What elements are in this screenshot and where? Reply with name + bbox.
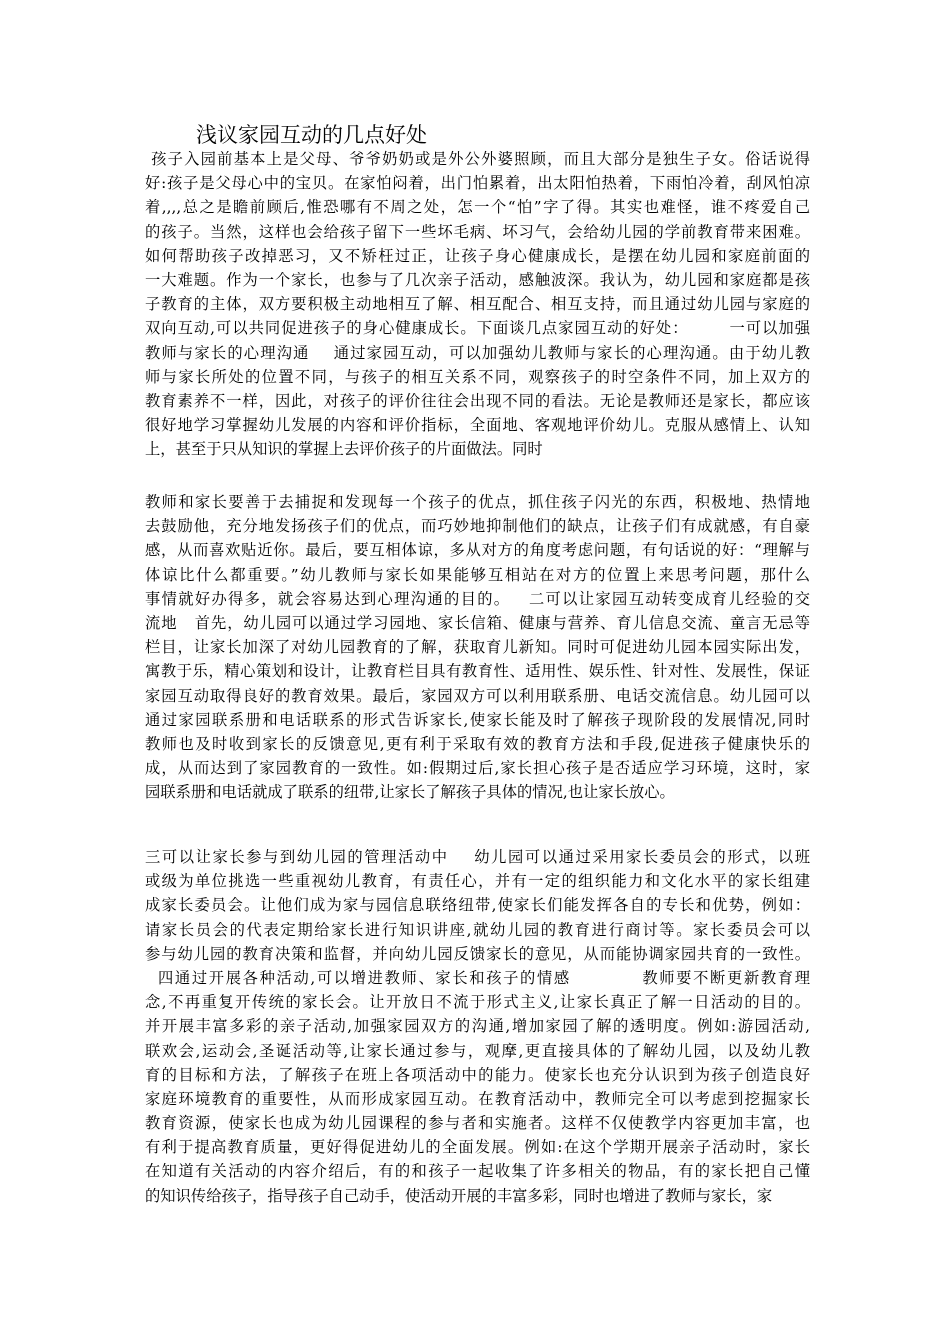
text-line: 师与家长所处的位置不同，与孩子的相互关系不同，观察孩子的时空条件不同，加上双方的 [145, 367, 810, 386]
text-line: 有利于提高教育质量，更好得促进幼儿的全面发展。例如:在这个学期开展亲子活动时，家长 [145, 1138, 810, 1157]
paragraph-1 [145, 147, 810, 461]
text-line: 事情就好办得多，就会容易达到心理沟通的目的。 二可以让家园互动转变成育儿经验的交 [145, 589, 810, 608]
text-line: 教育素养不一样，因此，对孩子的评价往往会出现不同的看法。无论是教师还是家长，都应该 [145, 391, 810, 410]
text-line: 的孩子。当然，这样也会给孩子留下一些坏毛病、坏习气，会给幼儿园的学前教育带来困难。 [145, 222, 810, 241]
text-line: 园联系册和电话就成了联系的纽带,让家长了解孩子具体的情况,也让家长放心。 [145, 783, 675, 802]
text-line: 在知道有关活动的内容介绍后，有的和孩子一起收集了许多相关的物品，有的家长把自己懂 [145, 1162, 810, 1181]
text-line: 联欢会,运动会,圣诞活动等,让家长通过参与，观摩,更直接具体的了解幼儿园，以及幼儿教 [145, 1041, 810, 1060]
text-line: 如何帮助孩子改掉恶习，又不矫枉过正，让孩子身心健康成长，是摆在幼儿园和家庭前面的 [145, 246, 810, 265]
text-line: 育的目标和方法，了解孩子在班上各项活动中的能力。使家长也充分认识到为孩子创造良好 [145, 1065, 810, 1084]
text-line: 去鼓励他，充分地发扬孩子们的优点，而巧妙地抑制他们的缺点，让孩子们有成就感，有自豪 [145, 517, 810, 536]
text-line: 双向互动,可以共同促进孩子的身心健康成长。下面谈几点家园互动的好处： 一可以加强 [145, 319, 810, 338]
text-line: 请家长员会的代表定期给家长进行知识讲座,就幼儿园的教育进行商讨等。家长委员会可以 [145, 920, 810, 939]
text-line: 一大难题。作为一个家长，也参与了几次亲子活动，感触波深。我认为，幼儿园和家庭都是孩 [145, 270, 810, 289]
text-line: 念,不再重复开传统的家长会。让开放日不流于形式主义,让家长真正了解一日活动的目的。 [145, 993, 810, 1012]
text-line: 参与幼儿园的教育决策和监督，并向幼儿园反馈家长的意见，从而能协调家园共育的一致性。 [145, 944, 810, 963]
text-line: 上，甚至于只从知识的掌握上去评价孩子的片面做法。同时 [145, 440, 543, 459]
text-line: 好:孩子是父母心中的宝贝。在家怕闷着，出门怕累着，出太阳怕热着，下雨怕冷着，刮风怕凉 [145, 174, 810, 193]
text-line: 三可以让家长参与到幼儿园的管理活动中 幼儿园可以通过采用家长委员会的形式，以班 [145, 848, 810, 866]
text-line: 的知识传给孩子，指导孩子自己动手，使活动开展的丰富多彩，同时也增进了教师与家长，家 [145, 1186, 773, 1205]
text-line: 家庭环境教育的重要性，从而形成家园互动。在教育活动中，教师完全可以考虑到挖掘家长 [145, 1089, 810, 1108]
text-line: 成，从而达到了家园教育的一致性。如:假期过后,家长担心孩子是否适应学习环境，这时，家 [145, 759, 810, 778]
text-line: 教师也及时收到家长的反馈意见,更有利于采取有效的教育方法和手段,促进孩子健康快乐的 [145, 734, 810, 753]
text-line: 感，从而喜欢贴近你。最后，要互相体谅，多从对方的角度考虑问题，有句话说的好：“理解与 [145, 541, 810, 560]
text-line: 很好地学习掌握幼儿发展的内容和评价指标，全面地、客观地评价幼儿。克服从感情上、认知 [145, 416, 810, 435]
text-line: 家园互动取得良好的教育效果。最后，家园双方可以利用联系册、电话交流信息。幼儿园可以 [145, 686, 810, 705]
text-line: 成家长委员会。让他们成为家与园信息联络纽带,使家长们能发挥各自的专长和优势，例如： [145, 896, 810, 915]
text-line: 体谅比什么都重要。”幼儿教师与家长如果能够互相站在对方的位置上来思考问题，那什么 [145, 565, 810, 584]
text-line: 子教育的主体，双方要积极主动地相互了解、相互配合、相互支持，而且通过幼儿园与家庭的 [145, 295, 810, 314]
text-line: 教师与家长的心理沟通 通过家园互动，可以加强幼儿教师与家长的心理沟通。由于幼儿教 [145, 343, 810, 362]
text-line: 着,,,,总之是瞻前顾后,惟恐哪有不周之处，怎一个“怕”字了得。其实也难怪，谁不疼爱自己 [145, 198, 810, 217]
document-title: 浅议家园互动的几点好处 [196, 123, 427, 147]
text-line: 四通过开展各种活动,可以增进教师、家长和孩子的情感 教师要不断更新教育理 [145, 968, 810, 987]
text-line: 栏目，让家长加深了对幼儿园教育的了解，获取育儿新知。同时可促进幼儿园本园实际出发， [145, 638, 810, 657]
text-line: 通过家园联系册和电话联系的形式告诉家长,使家长能及时了解孩子现阶段的发展情况,同时 [145, 710, 810, 729]
text-line: 教师和家长要善于去捕捉和发现每一个孩子的优点，抓住孩子闪光的东西，积极地、热情地 [145, 493, 810, 511]
text-line: 并开展丰富多彩的亲子活动,加强家园双方的沟通,增加家园了解的透明度。例如:游园活动, [145, 1017, 810, 1036]
paragraph-2 [145, 490, 810, 804]
text-line: 孩子入园前基本上是父母、爷爷奶奶或是外公外婆照顾，而且大部分是独生子女。俗话说得 [145, 150, 810, 168]
text-line: 或级为单位挑选一些重视幼儿教育，有责任心，并有一定的组织能力和文化水平的家长组建 [145, 872, 810, 891]
text-line: 流地 首先，幼儿园可以通过学习园地、家长信箱、健康与营养、育儿信息交流、童言无忌等 [145, 613, 810, 632]
paragraph-3 [145, 845, 810, 1208]
text-line: 寓教于乐，精心策划和设计，让教育栏目具有教育性、适用性、娱乐性、针对性、发展性，保证 [145, 662, 810, 681]
text-line: 教育资源，使家长也成为幼儿园课程的参与者和实施者。这样不仅使教学内容更加丰富，也 [145, 1114, 810, 1133]
